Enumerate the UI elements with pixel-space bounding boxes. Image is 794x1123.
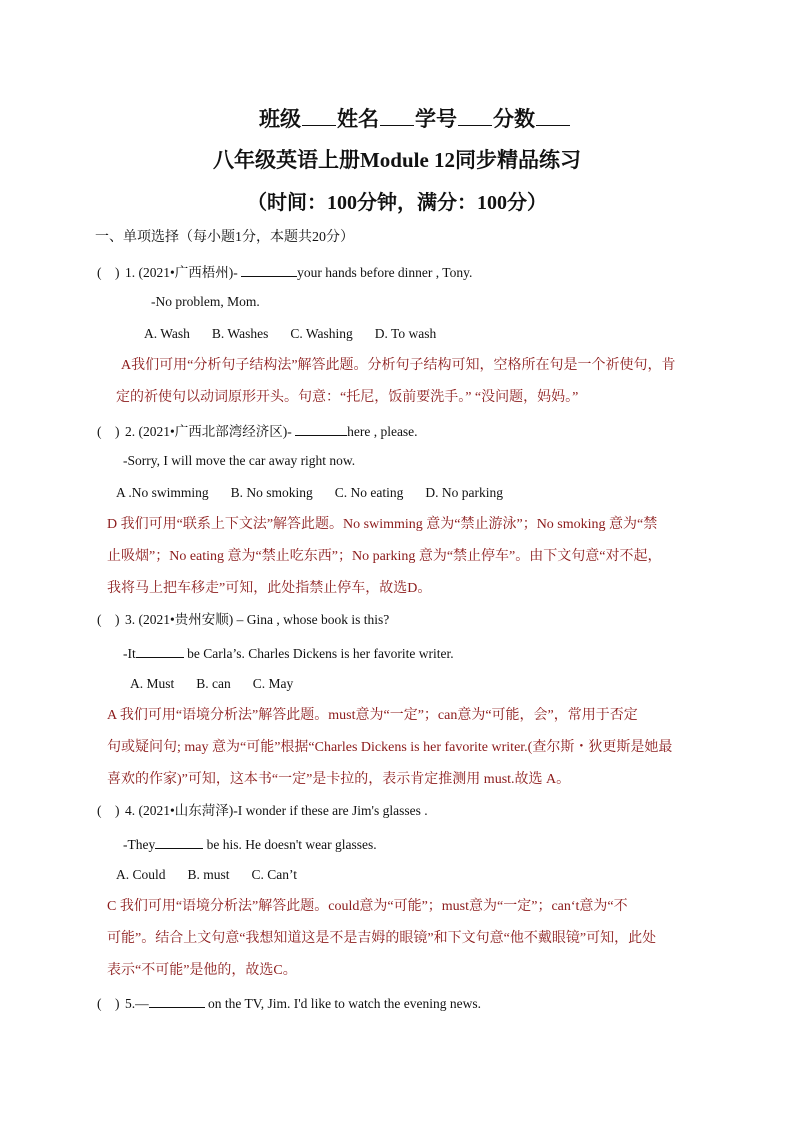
option-c: C. Can’t xyxy=(251,867,298,882)
question-1-reply: -No problem, Mom. xyxy=(151,294,260,309)
fill-blank[interactable] xyxy=(136,643,184,658)
answer-explanation: D 我们可用“联系上下文法”解答此题。No swimming 意为“禁止游泳”；No smoking 意为“禁 xyxy=(107,517,658,532)
question-4-reply xyxy=(123,834,377,854)
reply-text: -It xyxy=(123,646,136,661)
answer-paren[interactable]: ( ) xyxy=(97,803,120,818)
option-c: C. Washing xyxy=(290,326,353,341)
question-2-options xyxy=(116,484,525,502)
option-d: D. No parking xyxy=(425,485,504,500)
question-4-options xyxy=(116,866,319,884)
page-subtitle: （时间：100分钟，满分：100分） xyxy=(247,192,547,214)
option-b: B. No smoking xyxy=(230,485,313,500)
answer-explanation: A我们可用“分析句子结构法”解答此题。分析句子结构可知，空格所在句是一个祈使句，肯 xyxy=(121,358,676,373)
question-1-options xyxy=(144,325,458,343)
class-label: 班级 xyxy=(259,107,301,131)
reply-text: -They xyxy=(123,837,156,852)
answer-explanation: 表示“不可能”是他的，故选C。 xyxy=(107,963,297,978)
student-number-label: 学号 xyxy=(415,107,457,131)
option-b: B. must xyxy=(187,867,230,882)
answer-explanation: 定的祈使句以动词原形开头。句意：“托尼，饭前要洗手。” “没问题，妈妈。” xyxy=(116,390,579,405)
fill-blank[interactable] xyxy=(155,834,203,849)
question-1 xyxy=(97,262,472,282)
question-4 xyxy=(97,802,428,820)
question-text-after: your hands before dinner , Tony. xyxy=(297,265,473,280)
section-heading: 一、单项选择（每小题1分，本题共20分） xyxy=(95,230,354,245)
option-c: C. May xyxy=(252,676,294,691)
option-d: D. To wash xyxy=(374,326,437,341)
fill-blank[interactable] xyxy=(149,993,205,1008)
question-2 xyxy=(97,421,418,441)
answer-explanation: 句或疑问句; may 意为“可能”根据“Charles Dickens is her favorite writer.(查尔斯・狄更斯是她最 xyxy=(107,740,673,755)
option-b: B. can xyxy=(196,676,231,691)
question-text: 1. (2021•广西梧州)- xyxy=(125,265,242,280)
student-number-blank[interactable] xyxy=(458,107,492,126)
answer-paren[interactable]: ( ) xyxy=(97,424,120,439)
option-a: A. Could xyxy=(116,867,166,882)
name-label: 姓名 xyxy=(337,107,379,131)
answer-explanation: 可能”。结合上文句意“我想知道这是不是吉姆的眼镜”和下文句意“他不戴眼镜”可知，此处 xyxy=(107,931,657,946)
answer-explanation: 我将马上把车移走”可知，此处指禁止停车，故选D。 xyxy=(107,581,432,596)
question-text: 5.— xyxy=(125,996,149,1011)
page-title: 八年级英语上册Module 12同步精品练习 xyxy=(212,148,582,172)
class-blank[interactable] xyxy=(302,107,336,126)
answer-paren[interactable]: ( ) xyxy=(97,996,120,1011)
answer-explanation: 止吸烟”；No eating 意为“禁止吃东西”；No parking 意为“禁止停车”。由下文句意“对不起， xyxy=(107,549,662,564)
reply-text-after: be his. He doesn't wear glasses. xyxy=(203,837,377,852)
option-b: B. Washes xyxy=(211,326,269,341)
fill-blank[interactable] xyxy=(295,421,347,436)
answer-paren[interactable]: ( ) xyxy=(97,265,120,280)
answer-paren[interactable]: ( ) xyxy=(97,612,120,627)
option-c: C. No eating xyxy=(334,485,404,500)
score-label: 分数 xyxy=(493,107,535,131)
question-3-reply xyxy=(123,643,454,663)
student-info-line xyxy=(0,103,794,133)
answer-explanation: 喜欢的作家)”可知，这本书“一定”是卡拉的，表示肯定推测用 must.故选 A。 xyxy=(107,772,571,787)
option-a: A. Must xyxy=(130,676,175,691)
name-blank[interactable] xyxy=(380,107,414,126)
question-text: 3. (2021•贵州安顺) – Gina , whose book is this? xyxy=(125,612,390,627)
question-2-reply: -Sorry, I will move the car away right now. xyxy=(123,453,356,468)
option-a: A. Wash xyxy=(144,326,190,341)
question-3 xyxy=(97,611,389,629)
question-text: 4. (2021•山东菏泽)-I wonder if these are Jim's glasses . xyxy=(125,803,428,818)
answer-explanation: C 我们可用“语境分析法”解答此题。could意为“可能”；must意为“一定”；can‘t意为“不 xyxy=(107,899,628,914)
question-text-after: here , please. xyxy=(347,424,418,439)
option-a: A .No swimming xyxy=(116,485,209,500)
question-text: 2. (2021•广西北部湾经济区)- xyxy=(125,424,296,439)
score-blank[interactable] xyxy=(536,107,570,126)
question-3-options xyxy=(130,675,315,693)
question-5 xyxy=(97,993,481,1013)
reply-text-after: be Carla’s. Charles Dickens is her favorite writer. xyxy=(183,646,454,661)
question-text-after: on the TV, Jim. I'd like to watch the evening news. xyxy=(204,996,482,1011)
answer-explanation: A 我们可用“语境分析法”解答此题。must意为“一定”；can意为“可能，会”，常用于否定 xyxy=(107,708,638,723)
fill-blank[interactable] xyxy=(241,262,297,277)
